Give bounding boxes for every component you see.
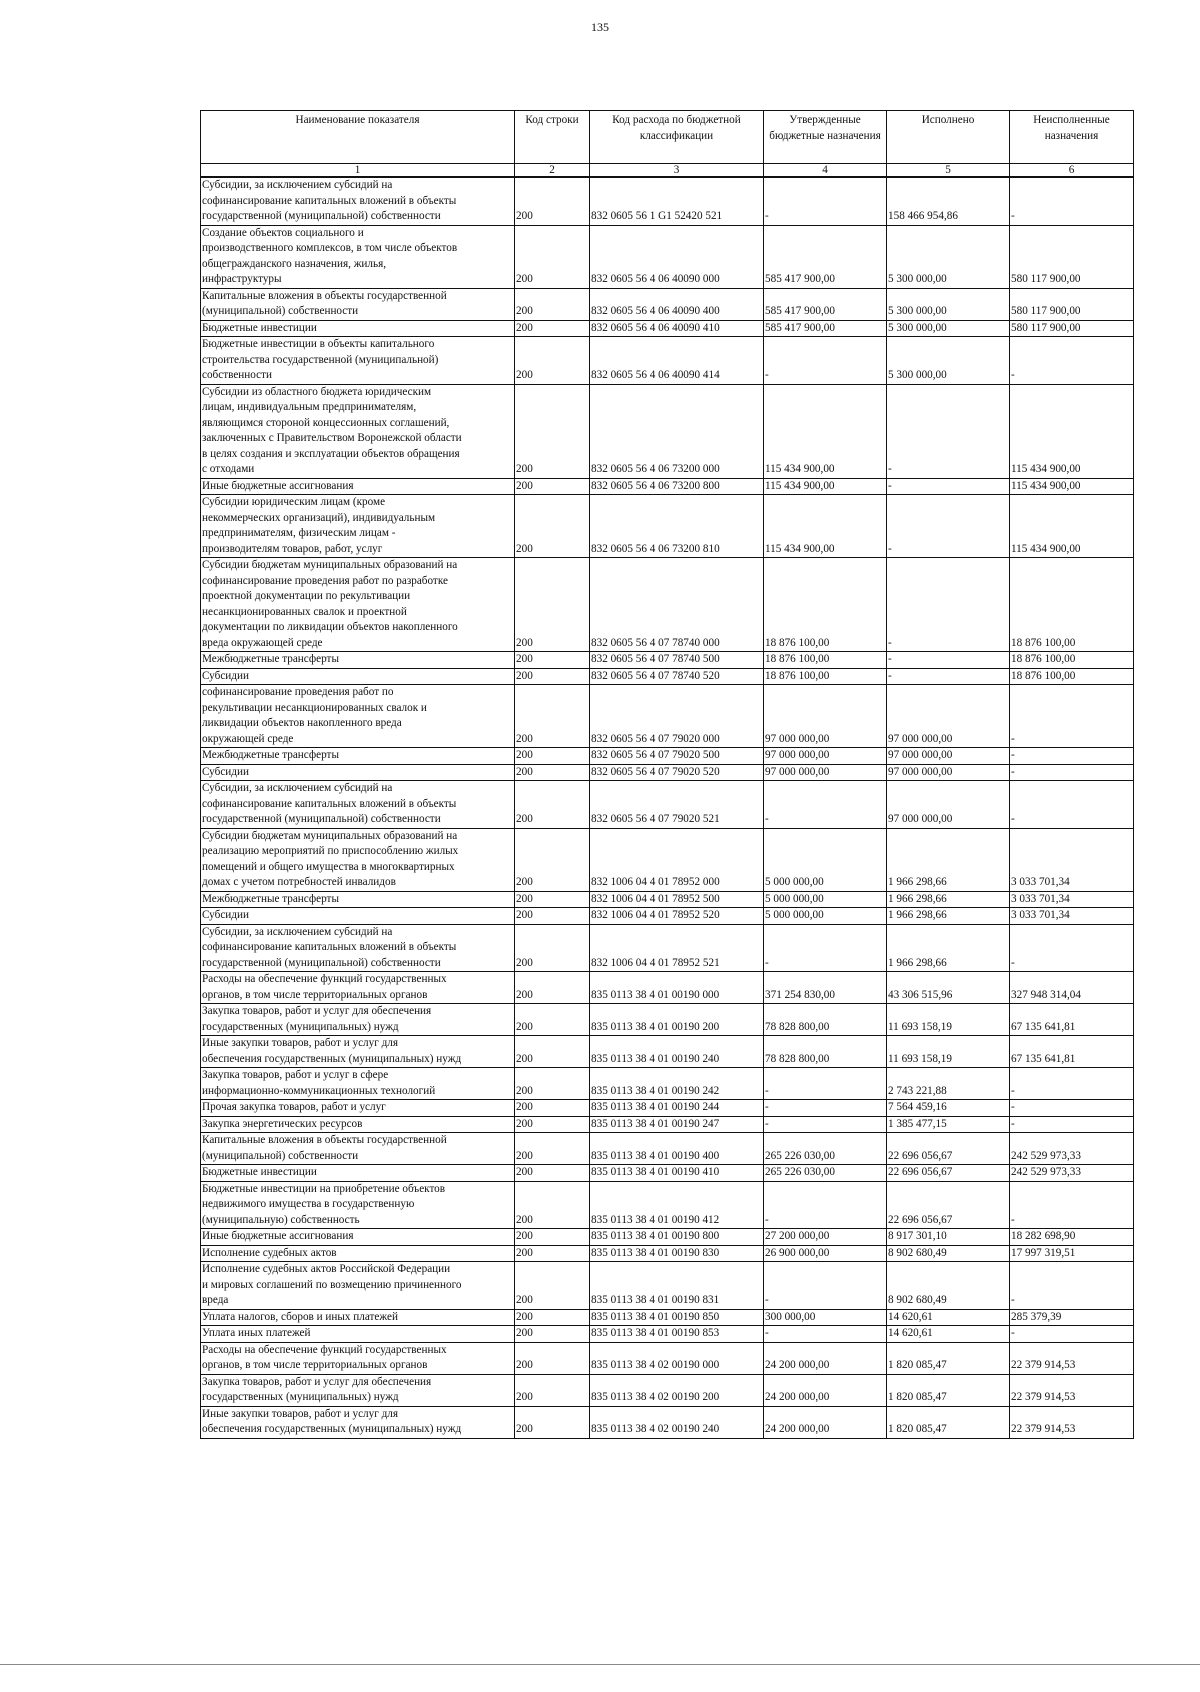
row-executed: 8 902 680,49 xyxy=(887,1262,1010,1310)
row-approved: 585 417 900,00 xyxy=(764,288,887,320)
row-approved: 18 876 100,00 xyxy=(764,668,887,685)
row-approved: - xyxy=(764,1068,887,1100)
row-classification-code: 832 0605 56 4 07 79020 520 xyxy=(590,764,764,781)
table-row xyxy=(201,1165,1134,1182)
row-executed: - xyxy=(887,495,1010,558)
row-classification-code: 835 0113 38 4 01 00190 244 xyxy=(590,1100,764,1117)
row-executed: 11 693 158,19 xyxy=(887,1004,1010,1036)
row-unexecuted: 115 434 900,00 xyxy=(1010,384,1134,478)
row-unexecuted: 242 529 973,33 xyxy=(1010,1165,1134,1182)
row-line-code: 200 xyxy=(515,288,590,320)
row-line-code: 200 xyxy=(515,1342,590,1374)
row-name: Бюджетные инвестиции в объекты капитального строительства государственной (муниципальной) собственности xyxy=(201,337,515,385)
row-unexecuted: - xyxy=(1010,1100,1134,1117)
row-classification-code: 835 0113 38 4 02 00190 240 xyxy=(590,1406,764,1438)
row-executed: 14 620,61 xyxy=(887,1309,1010,1326)
table-row xyxy=(201,1406,1134,1438)
row-classification-code: 835 0113 38 4 01 00190 410 xyxy=(590,1165,764,1182)
row-classification-code: 832 0605 56 4 06 40090 400 xyxy=(590,288,764,320)
row-unexecuted: - xyxy=(1010,764,1134,781)
row-executed: 2 743 221,88 xyxy=(887,1068,1010,1100)
row-line-code: 200 xyxy=(515,1262,590,1310)
row-line-code: 200 xyxy=(515,668,590,685)
row-unexecuted: - xyxy=(1010,781,1134,829)
row-approved: 115 434 900,00 xyxy=(764,384,887,478)
row-unexecuted: 580 117 900,00 xyxy=(1010,225,1134,288)
row-unexecuted: - xyxy=(1010,1068,1134,1100)
row-executed: 97 000 000,00 xyxy=(887,781,1010,829)
table-row xyxy=(201,781,1134,829)
row-approved: 78 828 800,00 xyxy=(764,1004,887,1036)
table-row xyxy=(201,924,1134,972)
row-classification-code: 835 0113 38 4 01 00190 850 xyxy=(590,1309,764,1326)
header-approved: Утвержденные бюджетные назначения xyxy=(764,111,887,164)
row-line-code: 200 xyxy=(515,685,590,748)
row-name: Субсидии из областного бюджета юридическим лицам, индивидуальным предпринимателям, являющимся стороной концессионных соглашений, заключенных с Правительством Воронежской области в целях создания и эксплуатации объектов обращения с отходами xyxy=(201,384,515,478)
row-approved: 265 226 030,00 xyxy=(764,1165,887,1182)
row-unexecuted: 67 135 641,81 xyxy=(1010,1004,1134,1036)
row-executed: 5 300 000,00 xyxy=(887,225,1010,288)
row-line-code: 200 xyxy=(515,1165,590,1182)
budget-execution-table xyxy=(200,110,1134,1439)
row-name: Субсидии xyxy=(201,908,515,925)
table-row xyxy=(201,891,1134,908)
row-approved: 78 828 800,00 xyxy=(764,1036,887,1068)
row-classification-code: 832 1006 04 4 01 78952 520 xyxy=(590,908,764,925)
row-executed: 22 696 056,67 xyxy=(887,1133,1010,1165)
row-executed: - xyxy=(887,652,1010,669)
table-row xyxy=(201,384,1134,478)
row-executed: - xyxy=(887,558,1010,652)
row-approved: 24 200 000,00 xyxy=(764,1342,887,1374)
row-executed: 11 693 158,19 xyxy=(887,1036,1010,1068)
row-classification-code: 835 0113 38 4 02 00190 000 xyxy=(590,1342,764,1374)
row-executed: 97 000 000,00 xyxy=(887,764,1010,781)
table-row xyxy=(201,177,1134,225)
table-row xyxy=(201,685,1134,748)
table-row xyxy=(201,288,1134,320)
table-row xyxy=(201,1229,1134,1246)
row-line-code: 200 xyxy=(515,1406,590,1438)
row-line-code: 200 xyxy=(515,478,590,495)
column-number: 4 xyxy=(764,164,887,178)
row-executed: 1 820 085,47 xyxy=(887,1374,1010,1406)
row-approved: - xyxy=(764,1326,887,1343)
row-name: Субсидии, за исключением субсидий на софинансирование капитальных вложений в объекты государственной (муниципальной) собственности xyxy=(201,177,515,225)
row-line-code: 200 xyxy=(515,1229,590,1246)
row-unexecuted: - xyxy=(1010,924,1134,972)
table-row xyxy=(201,1036,1134,1068)
row-name: Субсидии бюджетам муниципальных образований на софинансирование проведения работ по разработке проектной документации по рекультивации несанкционированных свалок и проектной документации по ликвидации объектов накопленного вреда окружающей среде xyxy=(201,558,515,652)
row-approved: 265 226 030,00 xyxy=(764,1133,887,1165)
row-line-code: 200 xyxy=(515,652,590,669)
row-classification-code: 832 0605 56 4 07 79020 500 xyxy=(590,748,764,765)
table-row xyxy=(201,748,1134,765)
table-row xyxy=(201,320,1134,337)
row-unexecuted: 327 948 314,04 xyxy=(1010,972,1134,1004)
row-line-code: 200 xyxy=(515,828,590,891)
row-unexecuted: - xyxy=(1010,1116,1134,1133)
row-line-code: 200 xyxy=(515,1374,590,1406)
row-executed: 1 966 298,66 xyxy=(887,828,1010,891)
row-name: Уплата иных платежей xyxy=(201,1326,515,1343)
table-row xyxy=(201,1004,1134,1036)
row-line-code: 200 xyxy=(515,1133,590,1165)
table-row xyxy=(201,972,1134,1004)
row-unexecuted: - xyxy=(1010,177,1134,225)
bottom-divider xyxy=(0,1664,1200,1665)
row-classification-code: 832 0605 56 4 06 73200 810 xyxy=(590,495,764,558)
row-approved: 585 417 900,00 xyxy=(764,225,887,288)
header-executed: Исполнено xyxy=(887,111,1010,164)
table-row xyxy=(201,908,1134,925)
row-line-code: 200 xyxy=(515,1181,590,1229)
row-approved: - xyxy=(764,337,887,385)
row-unexecuted: 67 135 641,81 xyxy=(1010,1036,1134,1068)
column-number: 5 xyxy=(887,164,1010,178)
row-unexecuted: 242 529 973,33 xyxy=(1010,1133,1134,1165)
table-row xyxy=(201,1181,1134,1229)
row-unexecuted: 18 282 698,90 xyxy=(1010,1229,1134,1246)
row-name: Бюджетные инвестиции xyxy=(201,1165,515,1182)
row-classification-code: 835 0113 38 4 01 00190 830 xyxy=(590,1245,764,1262)
row-name: Субсидии юридическим лицам (кроме некоммерческих организаций), индивидуальным предпринимателям, физическим лицам - производителям товаров, работ, услуг xyxy=(201,495,515,558)
row-name: Межбюджетные трансферты xyxy=(201,891,515,908)
table-row xyxy=(201,828,1134,891)
row-classification-code: 835 0113 38 4 02 00190 200 xyxy=(590,1374,764,1406)
table-row xyxy=(201,1374,1134,1406)
row-approved: - xyxy=(764,924,887,972)
table-body xyxy=(201,177,1134,1438)
table-row xyxy=(201,1342,1134,1374)
row-classification-code: 835 0113 38 4 01 00190 400 xyxy=(590,1133,764,1165)
row-line-code: 200 xyxy=(515,891,590,908)
row-unexecuted: 18 876 100,00 xyxy=(1010,652,1134,669)
row-classification-code: 832 0605 56 1 G1 52420 521 xyxy=(590,177,764,225)
table-header xyxy=(201,111,1134,178)
row-executed: - xyxy=(887,384,1010,478)
row-executed: 97 000 000,00 xyxy=(887,685,1010,748)
row-unexecuted: - xyxy=(1010,685,1134,748)
row-name: Исполнение судебных актов Российской Федерации и мировых соглашений по возмещению причиненного вреда xyxy=(201,1262,515,1310)
row-classification-code: 832 0605 56 4 07 78740 520 xyxy=(590,668,764,685)
column-number: 6 xyxy=(1010,164,1134,178)
row-classification-code: 832 1006 04 4 01 78952 000 xyxy=(590,828,764,891)
row-approved: 97 000 000,00 xyxy=(764,748,887,765)
row-approved: - xyxy=(764,1181,887,1229)
row-unexecuted: 285 379,39 xyxy=(1010,1309,1134,1326)
row-approved: - xyxy=(764,1116,887,1133)
row-executed: - xyxy=(887,668,1010,685)
row-line-code: 200 xyxy=(515,1116,590,1133)
row-name: Закупка товаров, работ и услуг в сфере информационно-коммуникационных технологий xyxy=(201,1068,515,1100)
row-approved: 5 000 000,00 xyxy=(764,828,887,891)
row-approved: - xyxy=(764,177,887,225)
row-classification-code: 832 0605 56 4 06 73200 800 xyxy=(590,478,764,495)
header-unexecuted: Неисполненные назначения xyxy=(1010,111,1134,164)
row-line-code: 200 xyxy=(515,495,590,558)
row-name: Капитальные вложения в объекты государственной (муниципальной) собственности xyxy=(201,288,515,320)
row-approved: 371 254 830,00 xyxy=(764,972,887,1004)
row-unexecuted: 22 379 914,53 xyxy=(1010,1342,1134,1374)
table-row xyxy=(201,1133,1134,1165)
table-row xyxy=(201,1326,1134,1343)
row-executed: 43 306 515,96 xyxy=(887,972,1010,1004)
row-line-code: 200 xyxy=(515,558,590,652)
row-unexecuted: 22 379 914,53 xyxy=(1010,1374,1134,1406)
row-classification-code: 832 0605 56 4 06 40090 414 xyxy=(590,337,764,385)
row-unexecuted: - xyxy=(1010,1326,1134,1343)
row-name: Иные бюджетные ассигнования xyxy=(201,1229,515,1246)
table-row xyxy=(201,225,1134,288)
row-classification-code: 835 0113 38 4 01 00190 242 xyxy=(590,1068,764,1100)
row-executed: 5 300 000,00 xyxy=(887,320,1010,337)
row-unexecuted: 3 033 701,34 xyxy=(1010,891,1134,908)
row-executed: 1 385 477,15 xyxy=(887,1116,1010,1133)
row-classification-code: 832 0605 56 4 06 40090 000 xyxy=(590,225,764,288)
row-executed: 1 966 298,66 xyxy=(887,924,1010,972)
row-name: Расходы на обеспечение функций государственных органов, в том числе территориальных органов xyxy=(201,1342,515,1374)
column-number: 1 xyxy=(201,164,515,178)
row-classification-code: 832 0605 56 4 07 79020 000 xyxy=(590,685,764,748)
row-approved: 5 000 000,00 xyxy=(764,891,887,908)
row-name: Закупка энергетических ресурсов xyxy=(201,1116,515,1133)
row-classification-code: 835 0113 38 4 01 00190 240 xyxy=(590,1036,764,1068)
row-approved: 115 434 900,00 xyxy=(764,495,887,558)
row-executed: 8 917 301,10 xyxy=(887,1229,1010,1246)
row-classification-code: 835 0113 38 4 01 00190 800 xyxy=(590,1229,764,1246)
table-row xyxy=(201,764,1134,781)
row-name: Бюджетные инвестиции на приобретение объектов недвижимого имущества в государственную (муниципальную) собственность xyxy=(201,1181,515,1229)
table-row xyxy=(201,495,1134,558)
row-executed: 1 820 085,47 xyxy=(887,1406,1010,1438)
row-name: Иные закупки товаров, работ и услуг для обеспечения государственных (муниципальных) нужд xyxy=(201,1406,515,1438)
row-line-code: 200 xyxy=(515,1309,590,1326)
row-name: Расходы на обеспечение функций государственных органов, в том числе территориальных органов xyxy=(201,972,515,1004)
row-name: Субсидии, за исключением субсидий на софинансирование капитальных вложений в объекты государственной (муниципальной) собственности xyxy=(201,781,515,829)
row-unexecuted: - xyxy=(1010,337,1134,385)
row-executed: 5 300 000,00 xyxy=(887,337,1010,385)
row-approved: 97 000 000,00 xyxy=(764,764,887,781)
row-unexecuted: 3 033 701,34 xyxy=(1010,908,1134,925)
row-name: Межбюджетные трансферты xyxy=(201,652,515,669)
row-name: Иные бюджетные ассигнования xyxy=(201,478,515,495)
row-classification-code: 832 0605 56 4 07 79020 521 xyxy=(590,781,764,829)
row-unexecuted: 18 876 100,00 xyxy=(1010,558,1134,652)
row-line-code: 200 xyxy=(515,764,590,781)
row-approved: 115 434 900,00 xyxy=(764,478,887,495)
row-name: Исполнение судебных актов xyxy=(201,1245,515,1262)
row-unexecuted: 580 117 900,00 xyxy=(1010,320,1134,337)
row-name: Закупка товаров, работ и услуг для обеспечения государственных (муниципальных) нужд xyxy=(201,1374,515,1406)
row-unexecuted: 115 434 900,00 xyxy=(1010,495,1134,558)
row-line-code: 200 xyxy=(515,1068,590,1100)
column-number: 2 xyxy=(515,164,590,178)
row-unexecuted: 17 997 319,51 xyxy=(1010,1245,1134,1262)
row-classification-code: 832 1006 04 4 01 78952 500 xyxy=(590,891,764,908)
table-row xyxy=(201,337,1134,385)
row-classification-code: 835 0113 38 4 01 00190 831 xyxy=(590,1262,764,1310)
row-classification-code: 835 0113 38 4 01 00190 247 xyxy=(590,1116,764,1133)
row-line-code: 200 xyxy=(515,972,590,1004)
row-name: Бюджетные инвестиции xyxy=(201,320,515,337)
table-row xyxy=(201,1068,1134,1100)
row-name: Субсидии бюджетам муниципальных образований на реализацию мероприятий по приспособлению жилых помещений и общего имущества в многоквартирных домах с учетом потребностей инвалидов xyxy=(201,828,515,891)
row-line-code: 200 xyxy=(515,1036,590,1068)
row-executed: 22 696 056,67 xyxy=(887,1165,1010,1182)
row-unexecuted: 18 876 100,00 xyxy=(1010,668,1134,685)
page-number: 135 xyxy=(591,20,609,34)
row-line-code: 200 xyxy=(515,320,590,337)
table-row xyxy=(201,1309,1134,1326)
row-name: Межбюджетные трансферты xyxy=(201,748,515,765)
row-line-code: 200 xyxy=(515,337,590,385)
row-name: Субсидии xyxy=(201,668,515,685)
row-approved: - xyxy=(764,1262,887,1310)
table-row xyxy=(201,652,1134,669)
table-row xyxy=(201,1100,1134,1117)
row-unexecuted: - xyxy=(1010,748,1134,765)
row-classification-code: 832 1006 04 4 01 78952 521 xyxy=(590,924,764,972)
row-classification-code: 835 0113 38 4 01 00190 000 xyxy=(590,972,764,1004)
row-executed: 1 966 298,66 xyxy=(887,908,1010,925)
row-unexecuted: 115 434 900,00 xyxy=(1010,478,1134,495)
row-executed: 7 564 459,16 xyxy=(887,1100,1010,1117)
row-line-code: 200 xyxy=(515,1004,590,1036)
row-name: Прочая закупка товаров, работ и услуг xyxy=(201,1100,515,1117)
row-line-code: 200 xyxy=(515,781,590,829)
row-unexecuted: 22 379 914,53 xyxy=(1010,1406,1134,1438)
table-row xyxy=(201,1245,1134,1262)
row-approved: 26 900 000,00 xyxy=(764,1245,887,1262)
row-approved: 27 200 000,00 xyxy=(764,1229,887,1246)
row-executed: 1 966 298,66 xyxy=(887,891,1010,908)
row-approved: 24 200 000,00 xyxy=(764,1406,887,1438)
row-executed: 5 300 000,00 xyxy=(887,288,1010,320)
row-approved: 24 200 000,00 xyxy=(764,1374,887,1406)
table-row xyxy=(201,668,1134,685)
row-unexecuted: 3 033 701,34 xyxy=(1010,828,1134,891)
row-classification-code: 835 0113 38 4 01 00190 200 xyxy=(590,1004,764,1036)
table-row xyxy=(201,478,1134,495)
row-approved: 97 000 000,00 xyxy=(764,685,887,748)
row-approved: - xyxy=(764,1100,887,1117)
row-classification-code: 835 0113 38 4 01 00190 853 xyxy=(590,1326,764,1343)
row-name: Иные закупки товаров, работ и услуг для обеспечения государственных (муниципальных) нужд xyxy=(201,1036,515,1068)
table-row xyxy=(201,1116,1134,1133)
row-unexecuted: - xyxy=(1010,1181,1134,1229)
row-approved: 5 000 000,00 xyxy=(764,908,887,925)
header-line-code: Код строки xyxy=(515,111,590,164)
row-name: Закупка товаров, работ и услуг для обеспечения государственных (муниципальных) нужд xyxy=(201,1004,515,1036)
row-approved: 300 000,00 xyxy=(764,1309,887,1326)
row-approved: - xyxy=(764,781,887,829)
row-classification-code: 832 0605 56 4 06 40090 410 xyxy=(590,320,764,337)
row-executed: 97 000 000,00 xyxy=(887,748,1010,765)
row-executed: 14 620,61 xyxy=(887,1326,1010,1343)
table-row xyxy=(201,1262,1134,1310)
row-line-code: 200 xyxy=(515,1326,590,1343)
row-name: Создание объектов социального и производственного комплексов, в том числе объектов общегражданского назначения, жилья, инфраструктуры xyxy=(201,225,515,288)
row-classification-code: 832 0605 56 4 07 78740 500 xyxy=(590,652,764,669)
row-name: Субсидии xyxy=(201,764,515,781)
row-executed: 8 902 680,49 xyxy=(887,1245,1010,1262)
row-name: Уплата налогов, сборов и иных платежей xyxy=(201,1309,515,1326)
row-executed: 1 820 085,47 xyxy=(887,1342,1010,1374)
row-executed: 22 696 056,67 xyxy=(887,1181,1010,1229)
row-approved: 18 876 100,00 xyxy=(764,558,887,652)
row-line-code: 200 xyxy=(515,1100,590,1117)
row-approved: 18 876 100,00 xyxy=(764,652,887,669)
header-name: Наименование показателя xyxy=(201,111,515,164)
row-line-code: 200 xyxy=(515,924,590,972)
row-unexecuted: 580 117 900,00 xyxy=(1010,288,1134,320)
row-approved: 585 417 900,00 xyxy=(764,320,887,337)
row-name: Капитальные вложения в объекты государственной (муниципальной) собственности xyxy=(201,1133,515,1165)
row-classification-code: 832 0605 56 4 06 73200 000 xyxy=(590,384,764,478)
row-executed: 158 466 954,86 xyxy=(887,177,1010,225)
row-unexecuted: - xyxy=(1010,1262,1134,1310)
row-line-code: 200 xyxy=(515,177,590,225)
header-classification-code: Код расхода по бюджетной классификации xyxy=(590,111,764,164)
row-line-code: 200 xyxy=(515,748,590,765)
row-line-code: 200 xyxy=(515,384,590,478)
row-line-code: 200 xyxy=(515,1245,590,1262)
row-line-code: 200 xyxy=(515,225,590,288)
row-classification-code: 835 0113 38 4 01 00190 412 xyxy=(590,1181,764,1229)
row-classification-code: 832 0605 56 4 07 78740 000 xyxy=(590,558,764,652)
row-name: Субсидии, за исключением субсидий на софинансирование капитальных вложений в объекты государственной (муниципальной) собственности xyxy=(201,924,515,972)
row-name: софинансирование проведения работ по рекультивации несанкционированных свалок и ликвидации объектов накопленного вреда окружающей среде xyxy=(201,685,515,748)
column-number: 3 xyxy=(590,164,764,178)
row-executed: - xyxy=(887,478,1010,495)
table-row xyxy=(201,558,1134,652)
row-line-code: 200 xyxy=(515,908,590,925)
